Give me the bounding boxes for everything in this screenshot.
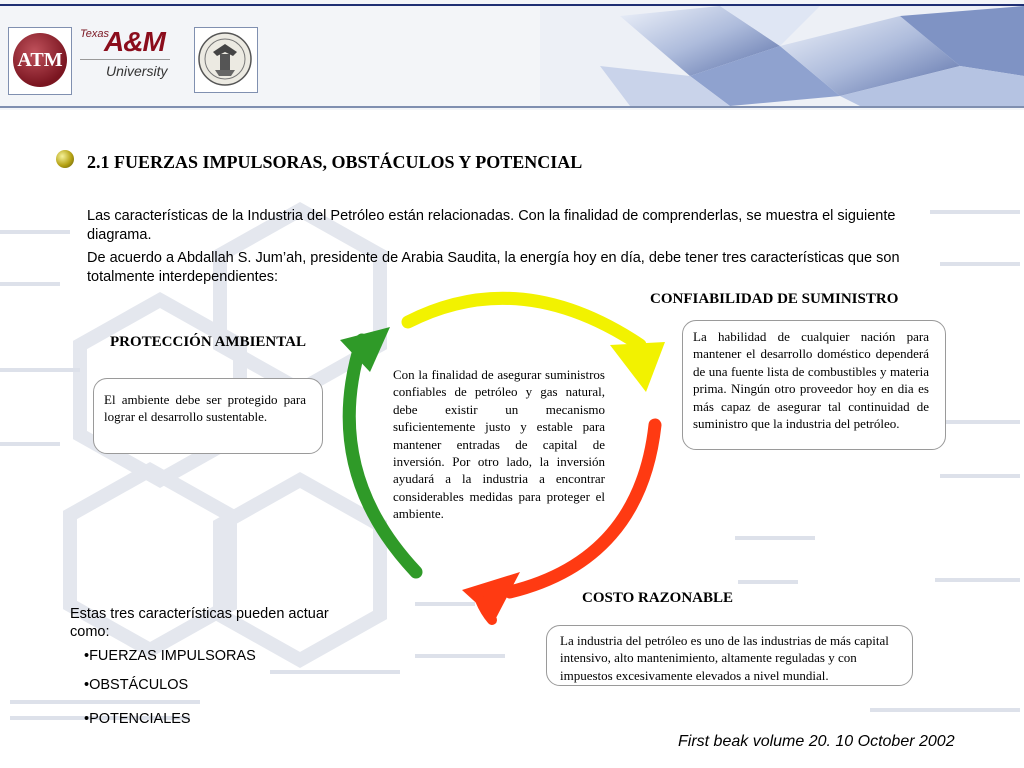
atm-logo-letters: ATM [17,49,63,71]
brand-texas: Texas [80,28,109,40]
footer-citation: First beak volume 20. 10 October 2002 [678,733,955,750]
yellow-arrow-head [610,342,665,392]
brand-university: University [106,63,168,79]
text-box-costo: La industria del petróleo es uno de las industrias de más capital intensivo, alto mantenimiento, altamente reguladas y con impuestos excesivamente elevados a nivel mundial. [546,625,913,686]
list-item: •POTENCIALES [84,711,191,727]
brand-am: A&M [104,26,165,57]
heading-costo: COSTO RAZONABLE [582,590,734,606]
yellow-arrow-arc [408,298,640,345]
text-box-confiabilidad: La habilidad de cualquier nación para mantener el desarrollo doméstico dependerá de una fuente lista de combustibles y materia prima. Ningún otro proveedor hoy en dia es más capaz de asegurar tal continuidad de suministro que la industria del petróleo. [682,320,946,450]
intro-paragraph-2: De acuerdo a Abdallah S. Jum’ah, presidente de Arabia Saudita, la energía hoy en día, debe tener tres características que son totalmente interdependientes: [87,250,900,285]
list-item: •FUERZAS IMPULSORAS [84,648,256,664]
text-box-proteccion: El ambiente debe ser protegido para lograr el desarrollo sustentable. [93,378,323,454]
green-arrow-head [340,327,390,372]
slide-title: 2.1 FUERZAS IMPULSORAS, OBSTÁCULOS Y POTENCIAL [87,152,583,172]
heading-confiabilidad: CONFIABILIDAD DE SUMINISTRO [650,291,899,307]
list-item: •OBSTÁCULOS [84,677,189,693]
heading-proteccion: PROTECCIÓN AMBIENTAL [110,334,306,350]
center-text: Con la finalidad de asegurar suministros confiables de petróleo y gas natural, debe existir un mecanismo suficientemente justo y estable para mantener entradas de capital de inversión. Por otro lado, la inversión ayudará a la industria a encontrar considerables medidas para proteger el ambiente. [393,367,605,522]
bottom-lead-text: Estas tres características pueden actuar como: [70,606,329,640]
intro-paragraph-1: Las características de la Industria del Petróleo están relacionadas. Con la finalidad de comprenderlas, se muestra el siguiente diagrama. [87,208,896,243]
